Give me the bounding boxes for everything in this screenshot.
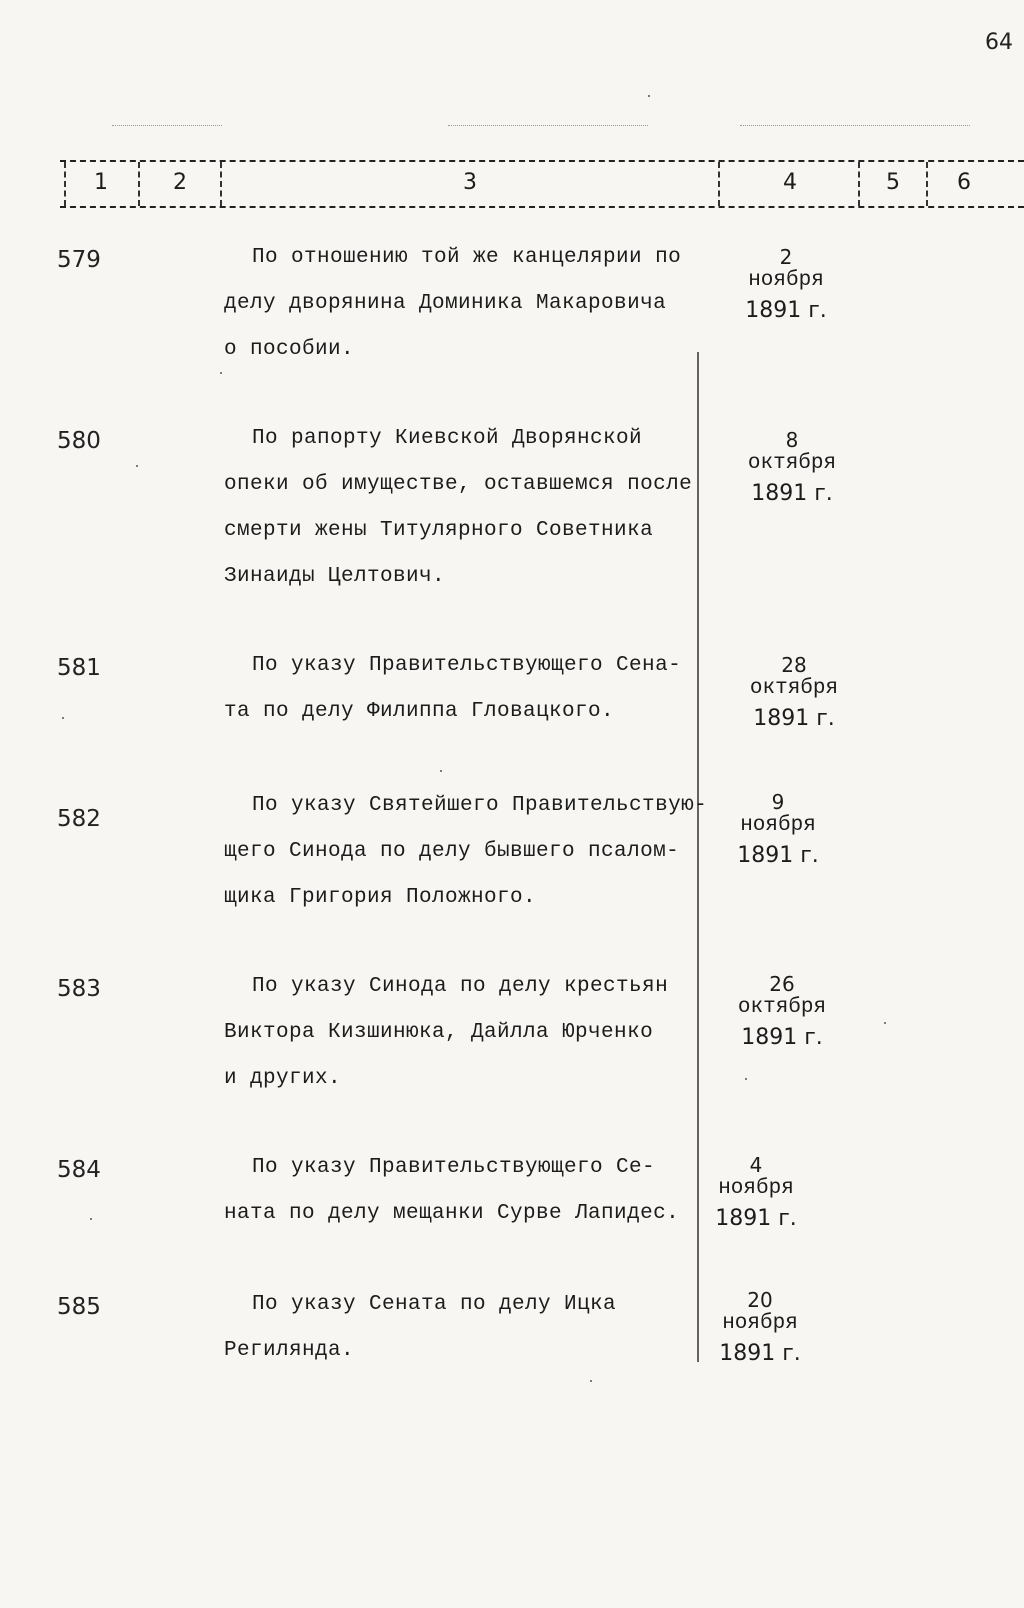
entry-text-line: По указу Синода по делу крестьян <box>252 975 669 998</box>
entry-month: октября <box>747 452 837 475</box>
entry-text-line: Виктора Кизшинюка, Дайлла Юрченко <box>224 1021 654 1044</box>
entry-number: 579 <box>57 247 101 273</box>
entry-month: ноября <box>722 1312 798 1335</box>
entry-year: 1891 г. <box>753 706 835 731</box>
entry-text-line: та по делу Филиппа Гловацкого. <box>224 700 615 723</box>
entry-text-line: Регилянда. <box>224 1339 355 1362</box>
entry-date <box>716 245 856 323</box>
header-separator <box>718 162 720 206</box>
entry-year: 1891 г. <box>715 1206 797 1231</box>
entry-date <box>724 653 864 731</box>
header-separator <box>858 162 860 206</box>
entry-text-line: смерти жены Титулярного Советника <box>224 519 654 542</box>
entry-day: 4 <box>749 1153 763 1177</box>
entry-number: 581 <box>57 655 101 681</box>
entry-description <box>224 1282 724 1374</box>
entry-date <box>712 972 852 1050</box>
entry-date <box>686 1153 826 1231</box>
entry-month: ноября <box>740 814 816 837</box>
header-col-3: 3 <box>463 170 477 195</box>
table-header <box>60 160 1024 210</box>
entry-text-line: о пособии. <box>224 338 355 361</box>
header-col-1: 1 <box>94 170 108 195</box>
entry-text-line: По рапорту Киевской Дворянской <box>252 427 643 450</box>
header-separator <box>220 162 222 206</box>
entry-text-line: щика Григория Положного. <box>224 886 537 909</box>
entry-text-line: щего Синода по делу бывшего псалом- <box>224 840 680 863</box>
entry-month: октября <box>749 677 839 700</box>
entry-number: 585 <box>57 1294 101 1320</box>
entry-description <box>224 783 724 921</box>
entry-text-line: ната по делу мещанки Сурве Лапидес. <box>224 1202 680 1225</box>
entry-text-line: По указу Святейшего Правительствую- <box>252 794 708 817</box>
entry-day: 28 <box>781 653 807 677</box>
entry-text-line: По указу Сената по делу Ицка <box>252 1293 617 1316</box>
entry-date <box>708 790 848 868</box>
entry-text-line: делу дворянина Доминика Макаровича <box>224 292 667 315</box>
entry-year: 1891 г. <box>741 1025 823 1050</box>
entry-number: 582 <box>57 806 101 832</box>
scan-speck <box>745 1078 747 1080</box>
header-col-2: 2 <box>173 170 187 195</box>
entry-number: 580 <box>57 428 101 454</box>
scan-speck <box>884 1022 886 1024</box>
entry-year: 1891 г. <box>745 298 827 323</box>
page-number: 64 <box>985 30 1013 55</box>
entry-year: 1891 г. <box>719 1341 801 1366</box>
entry-number: 583 <box>57 976 101 1002</box>
header-top-rule <box>60 160 1024 162</box>
entry-description <box>224 964 724 1102</box>
scan-speck <box>220 372 222 374</box>
entry-date <box>690 1288 830 1366</box>
entry-month: ноября <box>718 1177 794 1200</box>
faint-rule <box>112 125 222 126</box>
header-col-4: 4 <box>783 170 797 195</box>
scan-speck <box>648 95 650 97</box>
entry-text-line: По отношению той же канцелярии по <box>252 246 682 269</box>
entry-month: ноября <box>748 269 824 292</box>
header-separator <box>138 162 140 206</box>
scan-speck <box>440 770 442 772</box>
entry-day: 2 <box>779 245 793 269</box>
scan-speck <box>90 1218 92 1220</box>
entry-number: 584 <box>57 1157 101 1183</box>
scan-speck <box>136 465 138 467</box>
header-separator <box>926 162 928 206</box>
entry-text-line: и других. <box>224 1067 342 1090</box>
entry-year: 1891 г. <box>751 481 833 506</box>
header-col-6: 6 <box>957 170 971 195</box>
entry-description <box>224 235 724 373</box>
entry-month: октября <box>737 996 827 1019</box>
entry-text-line: По указу Правительствующего Се- <box>252 1156 656 1179</box>
entry-description <box>224 416 724 600</box>
entry-day: 20 <box>747 1288 773 1312</box>
entry-day: 9 <box>771 790 785 814</box>
header-col-5: 5 <box>886 170 900 195</box>
entry-text-line: Зинаиды Целтович. <box>224 565 446 588</box>
entry-day: 26 <box>769 972 795 996</box>
entry-day: 8 <box>785 428 799 452</box>
faint-rule <box>740 125 970 126</box>
entry-text-line: По указу Правительствующего Сена- <box>252 654 682 677</box>
scan-speck <box>590 1380 592 1382</box>
scan-speck <box>62 717 64 719</box>
entry-text-line: опеки об имуществе, оставшемся после <box>224 473 693 496</box>
entry-date <box>722 428 862 506</box>
entry-description <box>224 1145 724 1237</box>
header-separator <box>64 162 66 206</box>
entry-description <box>224 643 724 735</box>
entry-year: 1891 г. <box>737 843 819 868</box>
header-bottom-rule <box>60 206 1024 208</box>
faint-rule <box>448 125 648 126</box>
